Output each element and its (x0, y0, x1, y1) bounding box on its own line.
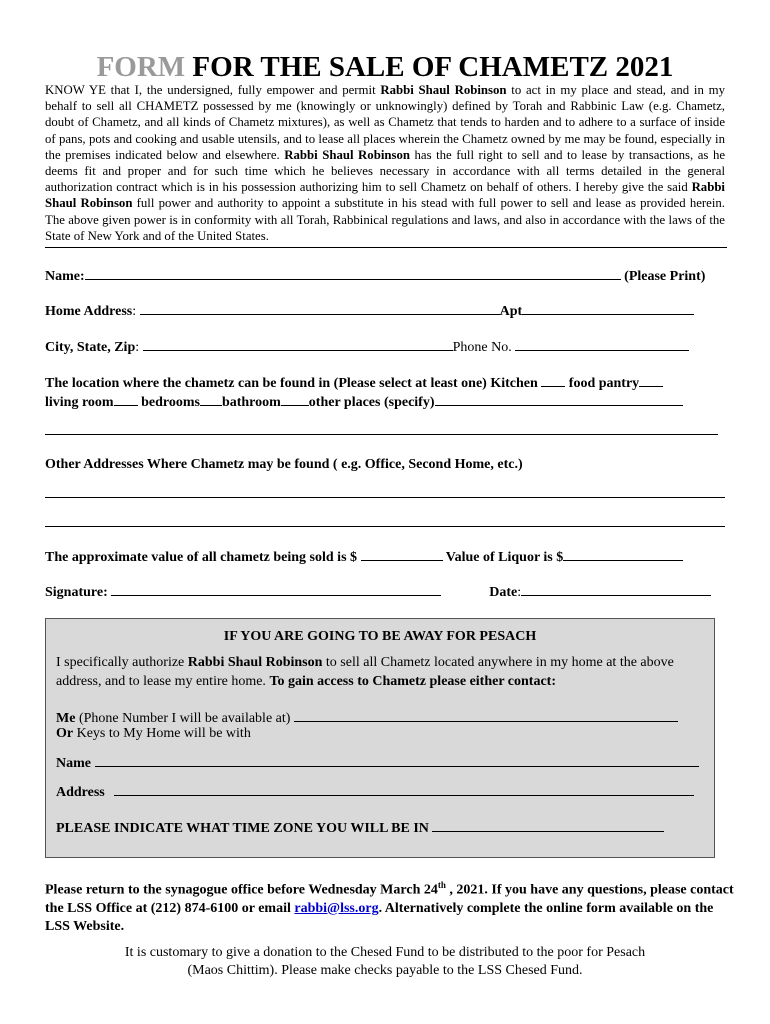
or-row (56, 726, 251, 742)
name-label: Name: (45, 269, 85, 284)
value-label: The approximate value of all chametz being sold is $ (45, 550, 358, 565)
living-room-label: living room (45, 395, 114, 410)
home-address-row (45, 302, 725, 320)
blank-line[interactable] (45, 497, 725, 498)
form-word: FORM (96, 51, 186, 83)
bedrooms-field[interactable] (200, 393, 222, 406)
chesed-line-1: It is customary to give a donation to the Chesed Fund to be distributed to the poor for Pesach (124, 945, 646, 960)
bathroom-field[interactable] (281, 393, 309, 406)
rabbi-name: Rabbi Shaul Robinson (284, 147, 410, 162)
return-instructions (45, 876, 735, 936)
me-label: Me (56, 711, 76, 726)
date-suffix: th (437, 880, 446, 890)
apt-label: Apt (499, 304, 523, 319)
value-row (45, 548, 725, 566)
signature-row (45, 583, 725, 601)
location-row (45, 374, 725, 392)
timezone-row (56, 819, 664, 837)
city-label: City, State, Zip (45, 340, 136, 355)
keyholder-address-label: Address (56, 785, 105, 800)
rabbi-name: Rabbi Shaul Robinson (380, 83, 507, 97)
city-field[interactable] (143, 338, 453, 351)
date-label: Date (489, 585, 518, 600)
value-field[interactable] (361, 548, 443, 561)
intro-text: KNOW YE that I, the undersigned, fully empower and permit (45, 83, 381, 97)
keys-label: Keys to My Home will be with (73, 726, 251, 741)
blank-line[interactable] (45, 526, 725, 527)
colon: : (135, 340, 140, 355)
bedrooms-label: bedrooms (141, 395, 200, 410)
city-row (45, 338, 725, 356)
home-address-field[interactable] (140, 302, 500, 315)
location-row-2 (45, 393, 725, 411)
timezone-field[interactable] (432, 819, 664, 832)
timezone-label: PLEASE INDICATE WHAT TIME ZONE YOU WILL BE IN (56, 821, 429, 836)
liquor-field[interactable] (563, 548, 683, 561)
keyholder-name-field[interactable] (95, 754, 699, 767)
keyholder-name-row (56, 754, 699, 772)
me-note: (Phone Number I will be available at) (75, 711, 291, 726)
away-text: to sell all Chametz located anywhere in my home at the above address, and to lease my entire home. (56, 655, 674, 689)
liquor-label: Value of Liquor is $ (445, 550, 564, 565)
name-row (45, 267, 725, 285)
bathroom-label: bathroom (221, 395, 281, 410)
chesed-fund-note (40, 944, 730, 980)
apt-field[interactable] (522, 302, 694, 315)
name-field[interactable] (85, 267, 621, 280)
form-title (0, 50, 770, 84)
email-link[interactable]: rabbi@lss.org (294, 900, 379, 916)
intro-text: has the full right to sell and to lease by transactions, as he deems fit and proper and for such time which he believes necessary in accordance with all terms detailed in the general authorization contract which is in his possession authorizing him to sell Chametz on behalf of others. I hereby give the said (45, 147, 726, 195)
other-places-field[interactable] (435, 393, 683, 406)
keyholder-name-label: Name (56, 756, 91, 771)
phone-field[interactable] (515, 338, 689, 351)
blank-line[interactable] (45, 434, 718, 435)
signature-field[interactable] (111, 583, 441, 596)
return-text: , 2021. If you have any questions, please contact the LSS Office at (212) 874-6100 or email (45, 882, 734, 916)
please-print-label: (Please Print) (624, 269, 706, 284)
colon: : (517, 585, 522, 600)
intro-text: full power and authority to appoint a substitute in his stead with full power to sell and lease as provided herein. The above given power is in conformity with all Torah, Rabbinical regulations and laws, and also in accordance with the laws of the State of New York and of the United States. (45, 196, 725, 243)
food-pantry-label: food pantry (568, 376, 640, 391)
keyholder-address-field[interactable] (114, 783, 694, 796)
rabbi-name: Rabbi Shaul Robinson (45, 180, 725, 211)
or-label: Or (56, 726, 74, 741)
other-addresses-label: Other Addresses Where Chametz may be found ( e.g. Office, Second Home, etc.) (45, 457, 523, 472)
away-for-pesach-box (45, 618, 715, 858)
signature-label: Signature: (45, 585, 108, 600)
me-row (56, 709, 678, 727)
kitchen-field[interactable] (541, 374, 565, 387)
form-title-rest: FOR THE SALE OF CHAMETZ 2021 (192, 51, 674, 83)
divider (45, 247, 727, 248)
authorization-paragraph (45, 82, 725, 244)
location-label: The location where the chametz can be found in (Please select at least one) Kitchen (45, 376, 538, 391)
return-text: . Alternatively complete the online form available on the LSS Website. (45, 900, 714, 934)
living-room-field[interactable] (114, 393, 138, 406)
home-address-label: Home Address (45, 304, 133, 319)
food-pantry-field[interactable] (639, 374, 663, 387)
intro-text: to act in my place and stead, and in my behalf to sell all CHAMETZ possessed by me (knowingly or unknowingly) defined by Torah and Rabbinic Law (e.g. Chametz, doubt of Chametz, and all kinds of Chametz mixtures), as well as Chametz that tends to harden and to adhere to a surface of inside of pans, pots and cooking and usable utensils, and to lease all places wherein the Chametz owned by me may be found, especially in the premises indicated below and elsewhere. (45, 83, 725, 162)
away-heading: IF YOU ARE GOING TO BE AWAY FOR PESACH (223, 629, 537, 644)
away-paragraph (56, 653, 704, 691)
access-instruction: To gain access to Chametz please either contact: (269, 674, 556, 689)
return-text: Please return to the synagogue office before Wednesday March 24 (45, 882, 438, 898)
chesed-line-2: (Maos Chittim). Please make checks payable to the LSS Chesed Fund. (187, 963, 583, 978)
away-text: I specifically authorize (56, 655, 188, 670)
phone-label: Phone No. (452, 340, 512, 355)
other-places-label: other places (specify) (308, 395, 435, 410)
colon: : (132, 304, 137, 319)
keyholder-address-row (56, 783, 694, 801)
rabbi-name: Rabbi Shaul Robinson (187, 655, 323, 670)
phone-available-field[interactable] (294, 709, 678, 722)
date-field[interactable] (521, 583, 711, 596)
